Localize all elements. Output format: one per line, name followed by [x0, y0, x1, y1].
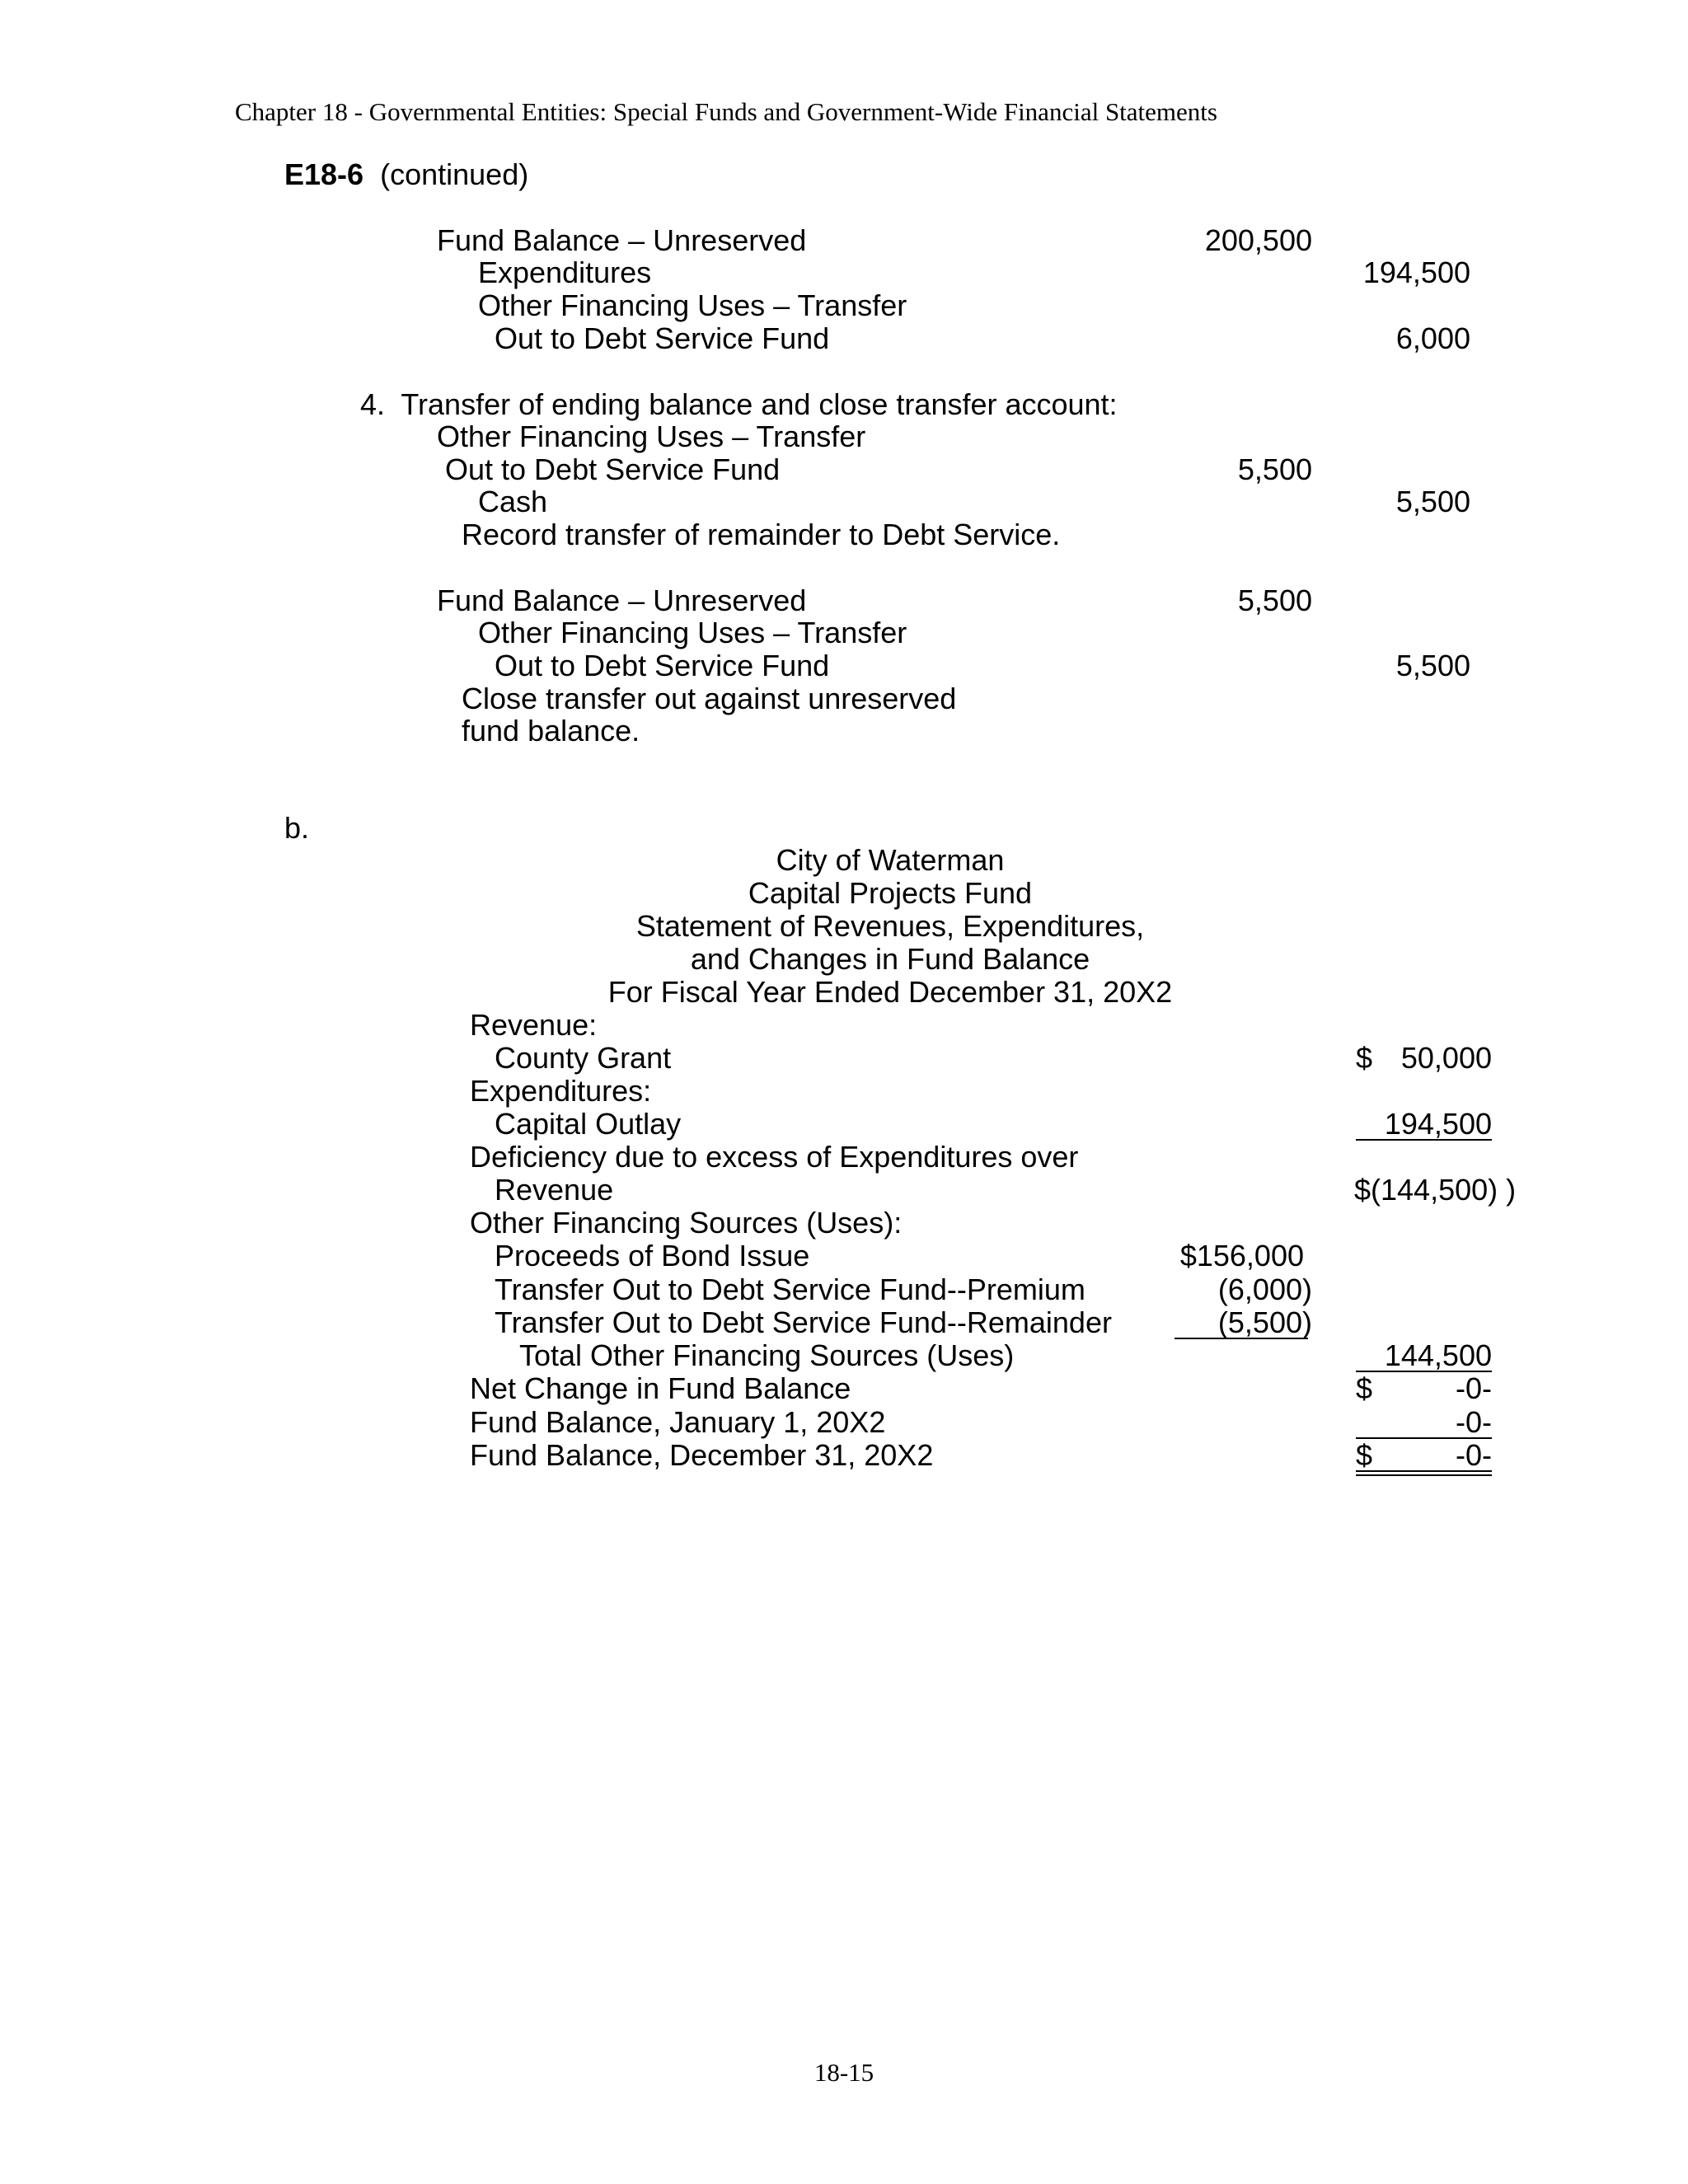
running-header: Chapter 18 - Governmental Entities: Special Funds and Government-Wide Financial Statements: [235, 97, 1217, 126]
statement-title-2: Capital Projects Fund: [748, 876, 1033, 910]
fund-balance-dec-double-underline-2: [1356, 1474, 1492, 1476]
ofs-label: Other Financing Sources (Uses):: [470, 1206, 903, 1240]
item4-heading: 4. Transfer of ending balance and close transfer account:: [360, 387, 1118, 421]
remainder-transfer-amount: (5,500): [1217, 1305, 1312, 1339]
page-number: 18-15: [814, 2058, 874, 2087]
item4-b-line1: Fund Balance – Unreserved: [437, 583, 807, 617]
fund-balance-dec-label: Fund Balance, December 31, 20X2: [470, 1438, 934, 1472]
exercise-note: (continued): [380, 157, 529, 191]
statement-title-3: Statement of Revenues, Expenditures,: [635, 909, 1145, 943]
bond-proceeds-label: Proceeds of Bond Issue: [495, 1239, 810, 1272]
item4-b-memo2: fund balance.: [462, 714, 640, 748]
fund-balance-jan-amount: -0-: [1456, 1405, 1492, 1439]
item4-b-memo1: Close transfer out against unreserved: [462, 682, 957, 715]
item4-a-line1: Other Financing Uses – Transfer: [437, 419, 866, 453]
deficiency-amount: $(144,500) ): [1354, 1173, 1517, 1207]
statement-title-1: City of Waterman: [776, 843, 1005, 877]
statement-title-5: For Fiscal Year Ended December 31, 20X2: [607, 975, 1173, 1009]
deficiency-line2: Revenue: [495, 1173, 614, 1207]
entry3-line4-credit: 6,000: [1395, 321, 1470, 355]
entry3-line4: Out to Debt Service Fund: [495, 321, 830, 355]
entry3-line2: Expenditures: [478, 255, 652, 289]
remainder-transfer-label: Transfer Out to Debt Service Fund--Remainder: [495, 1305, 1112, 1339]
item4-b-line2: Other Financing Uses – Transfer: [478, 616, 907, 649]
entry3-line3: Other Financing Uses – Transfer: [478, 288, 907, 322]
item4-b-line3-credit: 5,500: [1395, 649, 1470, 682]
bond-proceeds-amount: $156,000: [1179, 1239, 1304, 1272]
entry3-line1: Fund Balance – Unreserved: [437, 223, 807, 257]
total-ofs-amount: 144,500: [1384, 1338, 1492, 1372]
item4-a-line2-debit: 5,500: [1237, 452, 1312, 486]
capital-outlay-amount: 194,500: [1384, 1107, 1492, 1141]
remainder-underline: [1175, 1338, 1308, 1339]
item4-b-line3: Out to Debt Service Fund: [495, 649, 830, 682]
premium-transfer-amount: (6,000): [1217, 1272, 1312, 1306]
fund-balance-dec-double-underline-1: [1356, 1470, 1492, 1472]
expenditures-label: Expenditures:: [470, 1074, 652, 1108]
net-change-label: Net Change in Fund Balance: [470, 1371, 851, 1405]
net-change-amount: -0-: [1456, 1371, 1492, 1405]
premium-transfer-label: Transfer Out to Debt Service Fund--Premium: [495, 1272, 1085, 1306]
item4-a-line3: Cash: [478, 485, 548, 518]
item4-a-line2: Out to Debt Service Fund: [445, 452, 781, 486]
exercise-heading: [284, 158, 528, 191]
capital-outlay-label: Capital Outlay: [495, 1107, 682, 1141]
county-grant-dollar: $: [1356, 1041, 1373, 1075]
fund-balance-dec-amount: -0-: [1456, 1438, 1492, 1472]
statement-title-4: and Changes in Fund Balance: [690, 942, 1090, 976]
entry3-line2-credit: 194,500: [1362, 255, 1470, 289]
county-grant-label: County Grant: [495, 1041, 672, 1075]
item4-a-line3-credit: 5,500: [1395, 485, 1470, 518]
part-b-label: b.: [284, 811, 310, 845]
fund-balance-dec-dollar: $: [1356, 1438, 1373, 1472]
capital-outlay-underline: [1356, 1139, 1492, 1141]
net-change-dollar: $: [1356, 1371, 1373, 1405]
deficiency-line1: Deficiency due to excess of Expenditures over: [470, 1140, 1079, 1174]
exercise-id: E18-6: [284, 157, 364, 191]
item4-b-line1-debit: 5,500: [1237, 583, 1312, 617]
fund-balance-jan-label: Fund Balance, January 1, 20X2: [470, 1405, 886, 1439]
revenue-label: Revenue:: [470, 1008, 598, 1042]
county-grant-amount: 50,000: [1400, 1041, 1492, 1075]
item4-a-memo: Record transfer of remainder to Debt Service.: [462, 518, 1061, 551]
total-ofs-label: Total Other Financing Sources (Uses): [519, 1338, 1015, 1372]
entry3-line1-debit: 200,500: [1204, 223, 1312, 257]
